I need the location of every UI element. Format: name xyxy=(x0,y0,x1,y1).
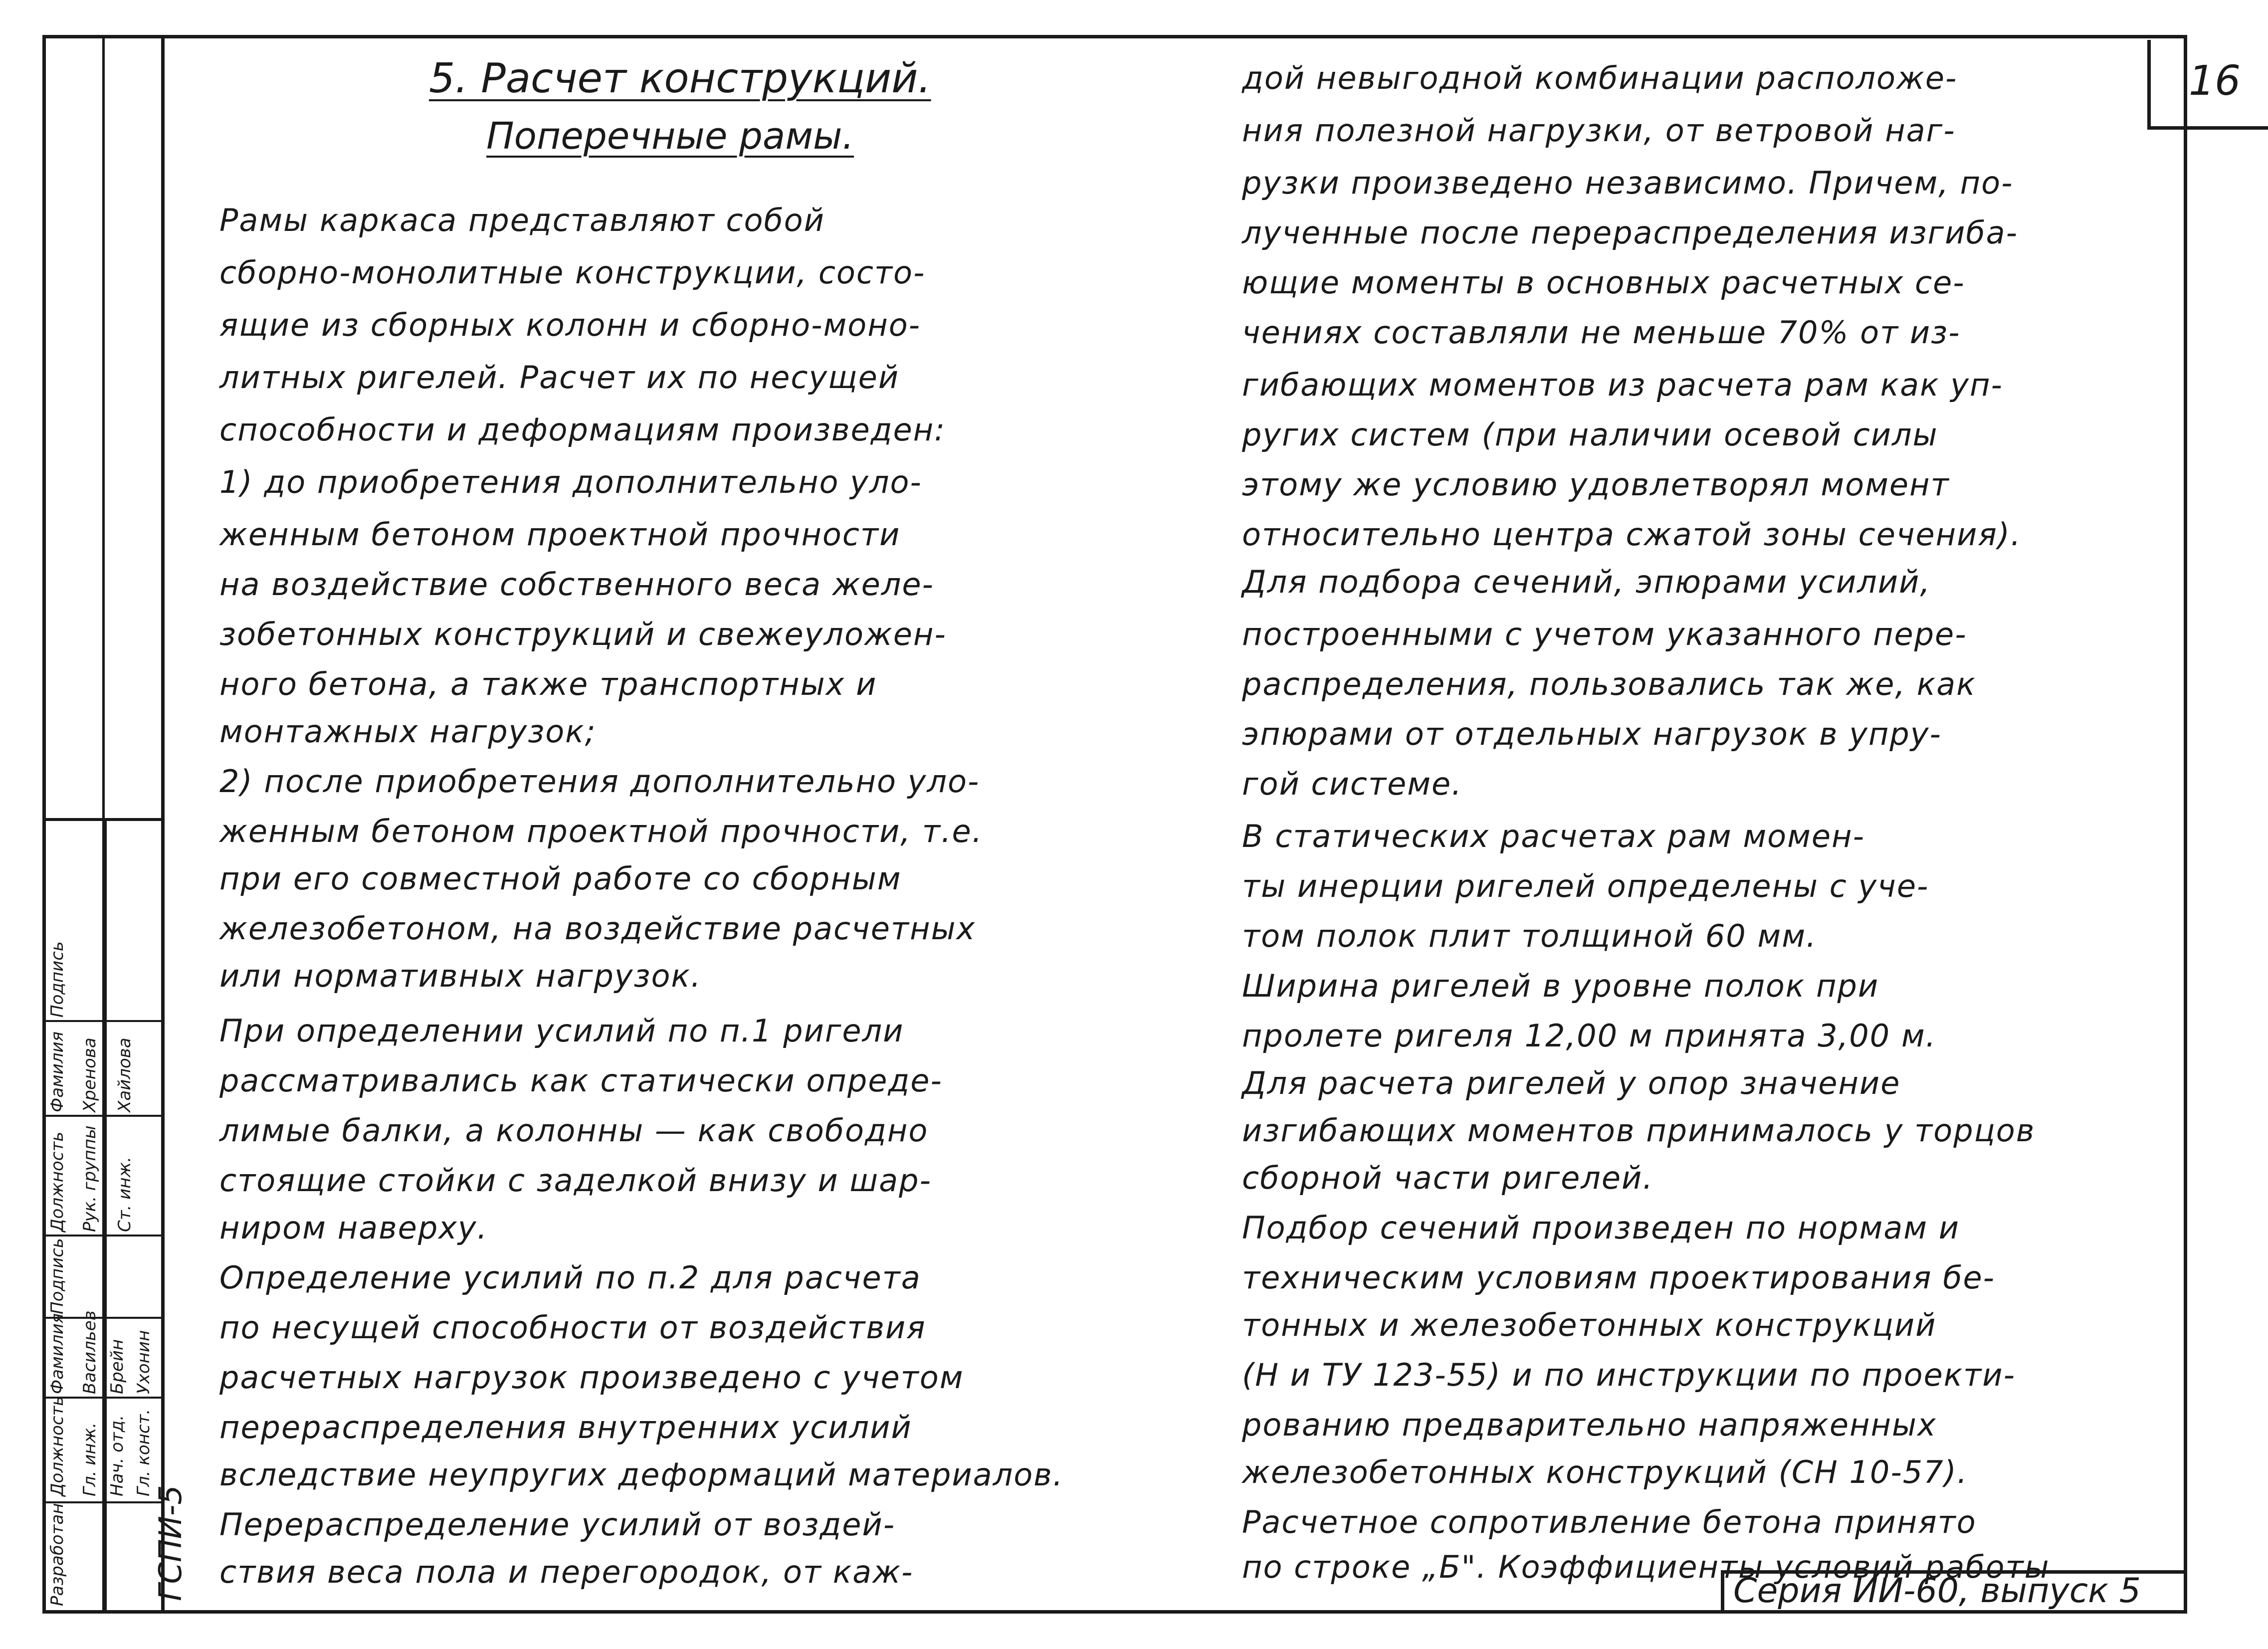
section-heading: 5. Расчет конструкций. xyxy=(429,55,931,102)
text-line: чениях составляли не меньше 70% от из- xyxy=(1242,314,1961,351)
stamp-surname-value: Хайлова xyxy=(115,1037,135,1112)
text-line: распределения, пользовались так же, как xyxy=(1242,666,1976,702)
text-line: или нормативных нагрузок. xyxy=(219,958,702,994)
text-line: этому же условию удовлетворял момент xyxy=(1242,466,1950,503)
stamp-surname-value: Васильев xyxy=(80,1310,100,1394)
text-line: Рамы каркаса представляют собой xyxy=(219,202,825,238)
text-line: ругих систем (при наличии осевой силы xyxy=(1242,416,1938,453)
series-label: Серия ИИ-60, выпуск 5 xyxy=(1733,1571,2141,1611)
text-line: сборно-монолитные конструкции, состо- xyxy=(219,254,926,291)
text-line: Определение усилий по п.2 для расчета xyxy=(219,1259,921,1296)
stamp-divider xyxy=(42,1020,165,1022)
text-line: Для подбора сечений, эпюрами усилий, xyxy=(1242,564,1931,600)
text-line: Расчетное сопротивление бетона принято xyxy=(1242,1504,1977,1540)
stamp-series-code: ГСПИ-5 xyxy=(152,1485,189,1601)
stamp-divider xyxy=(42,1235,165,1237)
text-line: В статических расчетах рам момен- xyxy=(1242,818,1865,854)
text-line: том полок плит толщиной 60 мм. xyxy=(1242,918,1817,954)
text-line: железобетонных конструкций (СН 10-57). xyxy=(1242,1454,1968,1490)
stamp-divider xyxy=(42,1115,165,1117)
text-line: женным бетоном проектной прочности, т.е. xyxy=(219,813,983,849)
stamp-header-position: Должность xyxy=(47,1396,67,1496)
text-line: (Н и ТУ 123-55) и по инструкции по проекти- xyxy=(1242,1357,2016,1393)
text-line: способности и деформациям произведен: xyxy=(219,412,946,448)
text-line: литных ригелей. Расчет их по несущей xyxy=(219,359,900,396)
text-line: ствия веса пола и перегородок, от каж- xyxy=(219,1554,914,1590)
text-line: гибающих моментов из расчета рам как уп- xyxy=(1242,367,2003,403)
text-line: железобетоном, на воздействие расчетных xyxy=(219,910,976,947)
text-line: При определении усилий по п.1 ригели xyxy=(219,1013,904,1049)
text-line: рузки произведено независимо. Причем, по- xyxy=(1242,165,2014,201)
text-line: зобетонных конструкций и свежеуложен- xyxy=(219,616,947,652)
text-line: ния полезной нагрузки, от ветровой наг- xyxy=(1242,112,1956,149)
text-line: по несущей способности от воздействия xyxy=(219,1309,926,1346)
text-line: сборной части ригелей. xyxy=(1242,1160,1654,1196)
text-line: рассматривались как статически опреде- xyxy=(219,1062,943,1099)
text-line: по строке „Б". Коэффициенты условий работы xyxy=(1242,1549,2050,1585)
stamp-surname-value: Ухонин xyxy=(134,1330,154,1394)
text-line: 1) до приобретения дополнительно уло- xyxy=(219,464,922,500)
text-line: Перераспределение усилий от воздей- xyxy=(219,1506,896,1543)
stamp-position-value: Ст. инж. xyxy=(115,1157,135,1232)
stamp-position-value: Нач. отд. xyxy=(107,1415,127,1496)
text-line: монтажных нагрузок; xyxy=(219,713,597,750)
text-line: рованию предварительно напряженных xyxy=(1242,1407,1937,1443)
text-line: перераспределения внутренних усилий xyxy=(219,1409,912,1445)
text-line: лученные после перераспределения изгиба- xyxy=(1242,214,2019,251)
text-line: стоящие стойки с заделкой внизу и шар- xyxy=(219,1162,932,1199)
text-line: Для расчета ригелей у опор значение xyxy=(1242,1065,1901,1101)
stamp-header-surname: Фамилия xyxy=(47,1313,67,1394)
stamp-header-surname: Фамилия xyxy=(47,1031,67,1112)
text-line: тонных и железобетонных конструкций xyxy=(1242,1307,1937,1343)
text-line: изгибающих моментов принималось у торцов xyxy=(1242,1112,2036,1149)
text-line: на воздействие собственного веса желе- xyxy=(219,566,934,603)
stamp-position-value: Гл. конст. xyxy=(134,1409,154,1496)
text-line: гой системе. xyxy=(1242,766,1462,802)
stamp-surname-value: Брейн xyxy=(107,1339,127,1394)
section-subheading: Поперечные рамы. xyxy=(486,115,854,158)
stamp-header-position: Должность xyxy=(47,1131,67,1232)
text-line: ющие моменты в основных расчетных се- xyxy=(1242,264,1965,301)
stamp-position-value: Гл. инж. xyxy=(80,1422,100,1496)
text-line: лимые балки, а колонны — как свободно xyxy=(219,1112,929,1149)
text-line: ниром наверху. xyxy=(219,1210,488,1246)
text-line: эпюрами от отдельных нагрузок в упру- xyxy=(1242,716,1942,752)
text-line: Подбор сечений произведен по нормам и xyxy=(1242,1210,1960,1246)
text-line: ного бетона, а также транспортных и xyxy=(219,666,877,702)
text-line: дой невыгодной комбинации расположе- xyxy=(1242,60,1958,96)
text-line: ящие из сборных колонн и сборно-моно- xyxy=(219,307,921,343)
stamp-header-signature: Подпись xyxy=(47,941,67,1018)
stamp-header-developed: Разработан xyxy=(47,1503,67,1606)
text-line: ты инерции ригелей определены с уче- xyxy=(1242,868,1929,904)
stamp-surname-value: Хренова xyxy=(80,1037,100,1112)
text-line: техническим условиям проектирования бе- xyxy=(1242,1259,1996,1296)
stamp-header-signature: Подпись xyxy=(47,1238,67,1314)
text-line: пролете ригеля 12,00 м принята 3,00 м. xyxy=(1242,1018,1937,1054)
text-line: при его совместной работе со сборным xyxy=(219,860,902,897)
text-line: Ширина ригелей в уровне полок при xyxy=(1242,968,1879,1004)
text-line: вследствие неупругих деформаций материалов. xyxy=(219,1456,1064,1493)
text-line: 2) после приобретения дополнительно уло- xyxy=(219,763,980,800)
text-line: женным бетоном проектной прочности xyxy=(219,516,901,553)
stamp-divider xyxy=(105,818,107,1614)
text-line: относительно центра сжатой зоны сечения). xyxy=(1242,516,2022,553)
stamp-position-value: Рук. группы xyxy=(80,1125,100,1232)
text-line: построенными с учетом указанного пере- xyxy=(1242,616,1967,652)
page-number: 16 xyxy=(2188,57,2241,105)
text-line: расчетных нагрузок произведено с учетом xyxy=(219,1359,964,1396)
